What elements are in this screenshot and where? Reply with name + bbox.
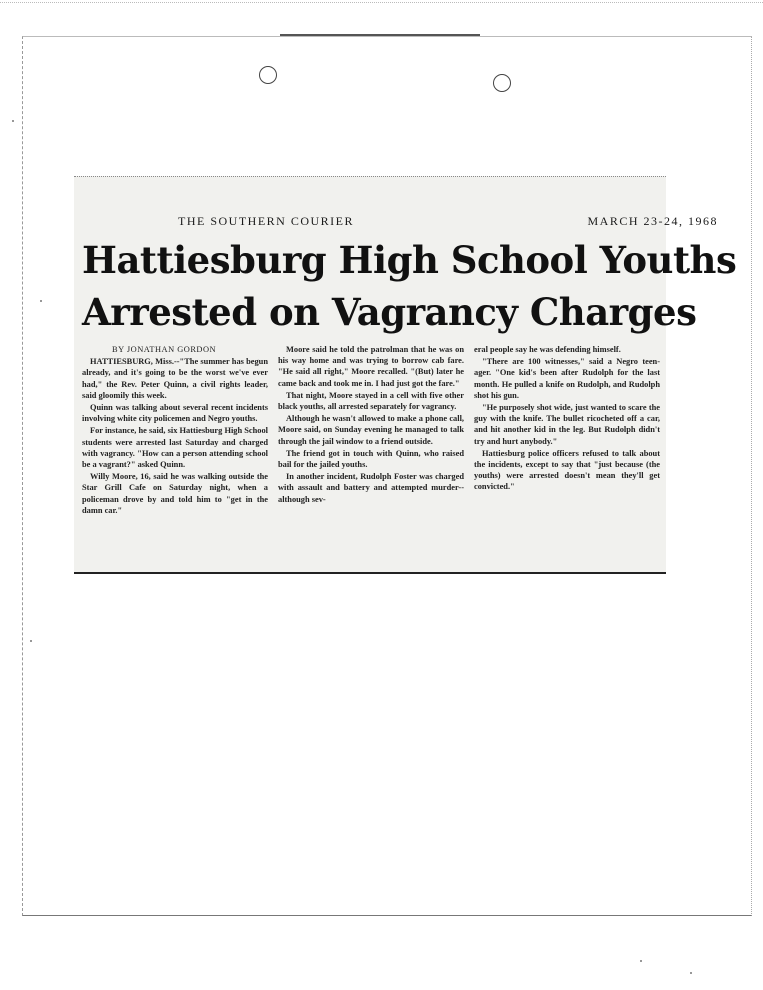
article-column-3	[474, 344, 660, 494]
paragraph: HATTIESBURG, Miss.--"The summer has begun already, and it's going to be the worst we've ever had," the Rev. Peter Quinn, a civil rights leader, said gloomily this week.	[82, 357, 268, 400]
byline: BY JONATHAN GORDON	[112, 345, 217, 354]
headline-line-2: Arrested on Vagrancy Charges	[82, 290, 697, 334]
speck	[12, 120, 14, 122]
speck	[30, 640, 32, 642]
clipping-top-edge	[74, 176, 666, 193]
paragraph: Hattiesburg police officers refused to talk about the incidents, except to say that "just because (the youths) were arrested doesn't mean they'll get convicted."	[474, 448, 660, 492]
article-column-2	[278, 344, 464, 506]
paragraph: Quinn was talking about several recent incidents involving white city policemen and Negro youths.	[82, 403, 268, 424]
headline-line-1: Hattiesburg High School Youths	[82, 238, 737, 282]
article-body	[82, 344, 658, 570]
punch-hole-right	[493, 74, 511, 92]
article-column-1	[82, 344, 268, 517]
paragraph: Moore said he told the patrolman that he was on his way home and was trying to borrow cab fare. "He said all right," Moore recalled. "(But) later he came back and took me in. I had just got the fare."	[278, 345, 464, 388]
speck	[690, 972, 692, 974]
newspaper-clipping	[74, 176, 737, 574]
issue-date: MARCH 23-24, 1968	[587, 214, 718, 228]
paragraph: "He purposely shot wide, just wanted to scare the guy with the knife. The bullet ricocheted off a car, and hit another kid in the leg. But Rudolph didn't try and hurt anybody."	[474, 403, 660, 446]
speck	[640, 960, 642, 962]
punch-hole-left	[259, 66, 277, 84]
paragraph: Although he wasn't allowed to make a phone call, Moore said, on Sunday evening he managed to talk through the jail window to a friend outside.	[278, 414, 464, 446]
paragraph: For instance, he said, six Hattiesburg High School students were arrested last Saturday and charged with vagrancy. "How can a person attending school be a vagrant?" asked Quinn.	[82, 426, 268, 470]
headline	[82, 234, 737, 338]
paper-name: THE SOUTHERN COURIER	[178, 214, 354, 228]
speck	[40, 300, 42, 302]
paragraph: "There are 100 witnesses," said a Negro teen-ager. "One kid's been after Rudolph for the last month. He pulled a knife on Rudolph, and Rudolph shot his gun.	[474, 357, 660, 400]
paragraph: The friend got in touch with Quinn, who raised bail for the jailed youths.	[278, 448, 464, 470]
paragraph: In another incident, Rudolph Foster was charged with assault and battery and attempted murder--although sev-	[278, 472, 464, 504]
paragraph: That night, Moore stayed in a cell with five other black youths, all arrested separately for vagrancy.	[278, 390, 464, 412]
top-dotted-edge	[0, 2, 763, 3]
top-scan-mark	[280, 34, 480, 36]
paragraph: eral people say he was defending himself.	[474, 345, 621, 354]
paragraph: Willy Moore, 16, said he was walking outside the Star Grill Cafe on Saturday night, when a policeman drove by and told him to "get in the damn car."	[82, 472, 268, 515]
masthead	[178, 214, 718, 230]
